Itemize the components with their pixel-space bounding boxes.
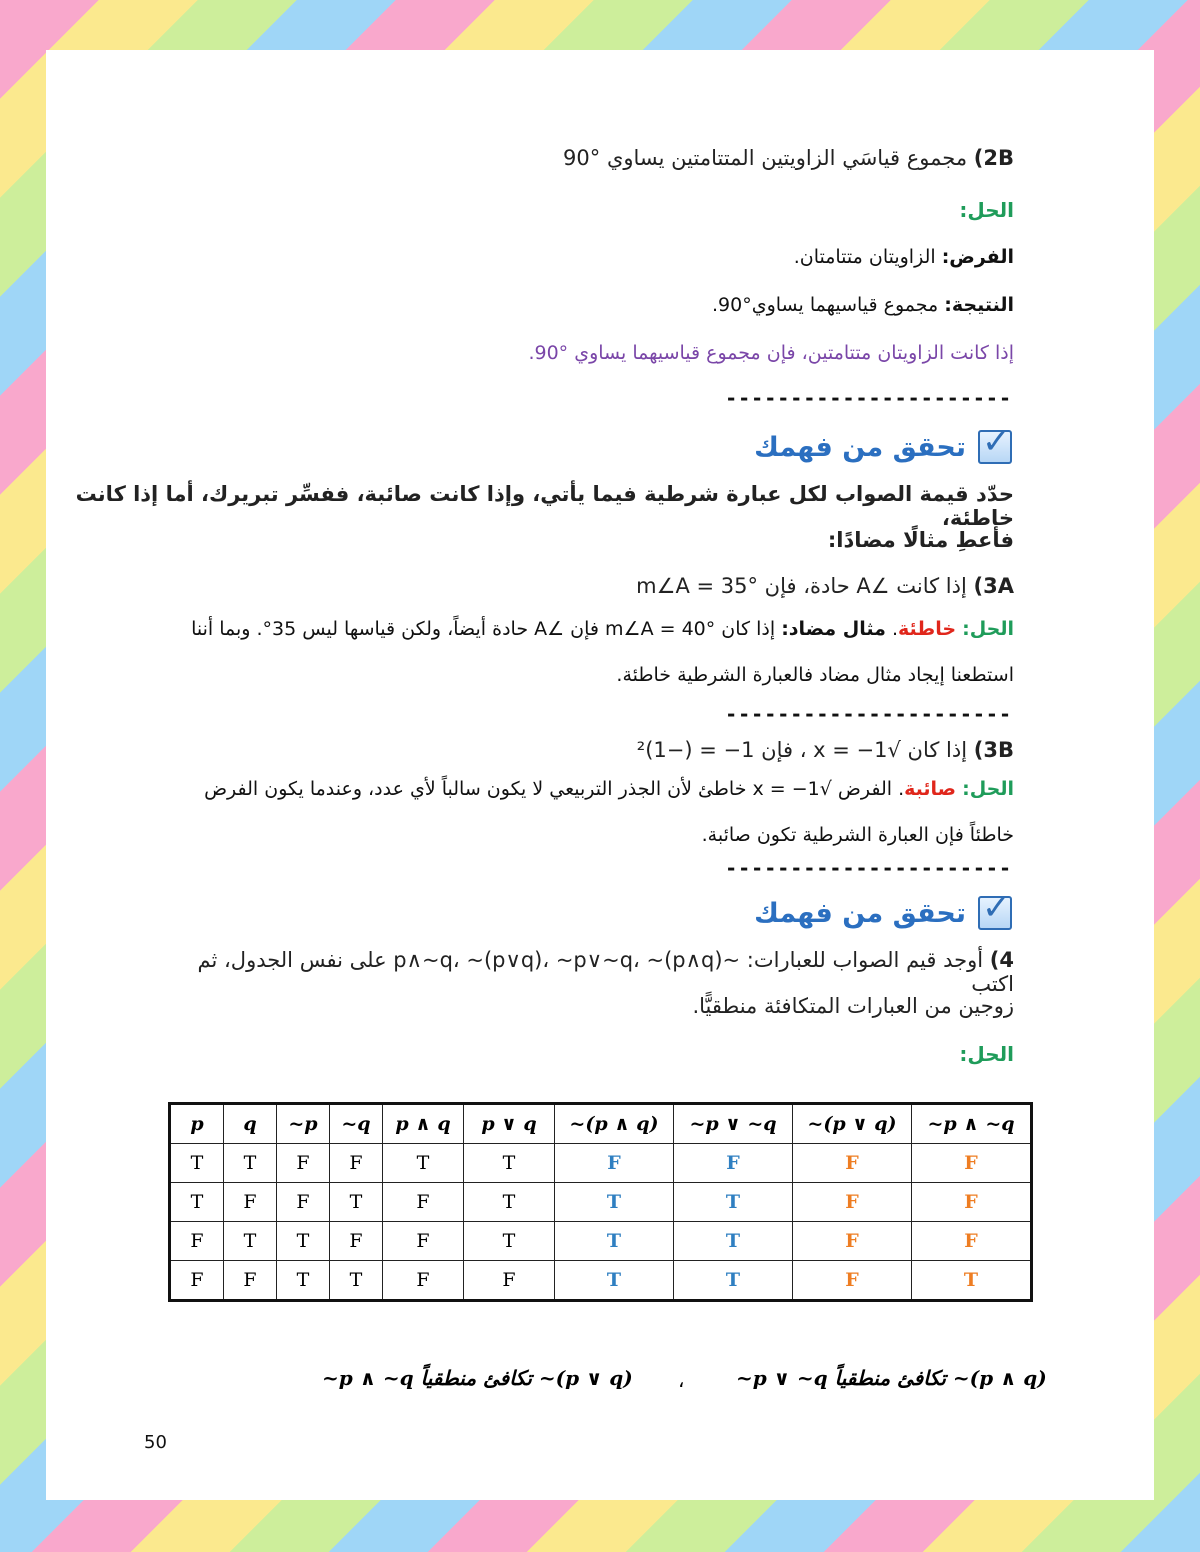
solution-label: الحل: bbox=[959, 198, 1014, 222]
conclusion-text: مجموع قياسيهما يساوي°90. bbox=[711, 294, 945, 316]
header-cell: ~p ∧ ~q bbox=[912, 1104, 1032, 1144]
verdict-false: خاطئة bbox=[898, 618, 957, 640]
table-cell: T bbox=[277, 1261, 330, 1301]
truth-table bbox=[168, 1102, 1033, 1302]
table-cell: F bbox=[793, 1222, 912, 1261]
solution-label: الحل: bbox=[962, 618, 1014, 640]
table-cell: F bbox=[793, 1183, 912, 1222]
table-cell: F bbox=[330, 1222, 383, 1261]
header-cell: ~(p ∧ q) bbox=[555, 1104, 674, 1144]
verdict-true: صائبة bbox=[904, 778, 957, 800]
header-cell: p ∨ q bbox=[464, 1104, 555, 1144]
solution-3b-line-1 bbox=[186, 778, 1014, 800]
table-cell: T bbox=[674, 1183, 793, 1222]
question-text: أوجد قيم الصواب للعبارات: ~p∧~q، ~(p∨q)، ~p∨~q، ~(p∧q) على نفس الجدول، ثم اكتب bbox=[197, 948, 1014, 996]
question-number: 3B) bbox=[973, 738, 1014, 762]
table-cell: T bbox=[674, 1261, 793, 1301]
page bbox=[46, 50, 1154, 1500]
header-cell: ~q bbox=[330, 1104, 383, 1144]
solution-3b-line-2: خاطئاً فإن العبارة الشرطية تكون صائبة. bbox=[701, 824, 1014, 846]
table-cell: F bbox=[383, 1261, 464, 1301]
table-row bbox=[170, 1183, 1032, 1222]
table-cell: F bbox=[383, 1222, 464, 1261]
solution-3b-text: . الفرض √x = −1 خاطئ لأن الجذر التربيعي لا يكون سالباً لأي عدد، وعندما يكون الفرض bbox=[204, 778, 905, 800]
banner-title: تحقق من فهمك bbox=[754, 897, 966, 929]
table-cell: T bbox=[330, 1261, 383, 1301]
check-box-icon: ✓ bbox=[978, 896, 1012, 930]
table-cell: F bbox=[277, 1144, 330, 1183]
hypothesis-text: الزاويتان متتامتان. bbox=[793, 246, 942, 268]
divider: ---------------------- bbox=[725, 702, 1012, 726]
table-cell: F bbox=[383, 1183, 464, 1222]
table-row bbox=[170, 1144, 1032, 1183]
question-number: 4) bbox=[989, 948, 1014, 972]
conditional-statement: إذا كانت الزاويتان متتامتين، فإن مجموع قياسيهما يساوي °90. bbox=[528, 342, 1014, 364]
table-cell: T bbox=[555, 1183, 674, 1222]
table-cell: T bbox=[555, 1261, 674, 1301]
table-cell: T bbox=[224, 1144, 277, 1183]
table-cell: F bbox=[224, 1261, 277, 1301]
table-cell: T bbox=[383, 1144, 464, 1183]
table-cell: F bbox=[224, 1183, 277, 1222]
question-3a bbox=[636, 574, 1014, 598]
table-cell: T bbox=[277, 1222, 330, 1261]
equivalence-left bbox=[322, 1366, 633, 1390]
table-cell: T bbox=[170, 1183, 224, 1222]
table-cell: F bbox=[674, 1144, 793, 1183]
table-cell: F bbox=[330, 1144, 383, 1183]
question-number: 3A) bbox=[973, 574, 1014, 598]
table-cell: F bbox=[793, 1261, 912, 1301]
question-number: 2B) bbox=[973, 146, 1014, 170]
counterexample-label: مثال مضاد: bbox=[781, 618, 886, 640]
table-cell: T bbox=[464, 1222, 555, 1261]
conclusion-line bbox=[712, 294, 1014, 316]
table-header-row bbox=[170, 1104, 1032, 1144]
question-text: إذا كان √x = −1 ، فإن 1− = (−1)² bbox=[636, 738, 968, 762]
header-cell: ~(p ∨ q) bbox=[793, 1104, 912, 1144]
check-box-icon: ✓ bbox=[978, 430, 1012, 464]
check-understanding-banner bbox=[754, 422, 1012, 464]
table-cell: T bbox=[674, 1222, 793, 1261]
header-cell: q bbox=[224, 1104, 277, 1144]
table-cell: F bbox=[170, 1222, 224, 1261]
table-cell: F bbox=[555, 1144, 674, 1183]
instruction-line-2: فأعطِ مثالًا مضادًا: bbox=[827, 528, 1014, 552]
instruction-line-1: حدّد قيمة الصواب لكل عبارة شرطية فيما يأتي، وإذا كانت صائبة، ففسِّر تبريرك، أما إذا كانت خاطئة، bbox=[75, 482, 1014, 530]
table-cell: T bbox=[555, 1222, 674, 1261]
table-row bbox=[170, 1222, 1032, 1261]
divider: ---------------------- bbox=[725, 386, 1012, 410]
table-cell: T bbox=[170, 1144, 224, 1183]
equivalence-separator: ، bbox=[678, 1368, 685, 1392]
page-number: 50 bbox=[144, 1432, 167, 1453]
table-cell: F bbox=[277, 1183, 330, 1222]
header-cell: p bbox=[170, 1104, 224, 1144]
solution-3a-line-1: الحل: خاطئة. مثال مضاد: إذا كان m∠A = 40° فإن ∠A حادة أيضاً، ولكن قياسها ليس 35°. وبما أننا bbox=[191, 618, 1014, 640]
question-4-line-2: زوجين من العبارات المتكافئة منطقيًّا. bbox=[692, 994, 1014, 1018]
header-cell: ~p bbox=[277, 1104, 330, 1144]
header-cell: p ∧ q bbox=[383, 1104, 464, 1144]
table-cell: F bbox=[912, 1183, 1032, 1222]
check-understanding-banner bbox=[754, 888, 1012, 930]
question-2b bbox=[563, 146, 1014, 170]
conclusion-label: النتيجة: bbox=[944, 294, 1014, 316]
solution-3a-line-2: استطعنا إيجاد مثال مضاد فالعبارة الشرطية خاطئة. bbox=[616, 664, 1014, 686]
table-cell: T bbox=[464, 1144, 555, 1183]
table-row bbox=[170, 1261, 1032, 1301]
table-cell: T bbox=[330, 1183, 383, 1222]
banner-title: تحقق من فهمك bbox=[754, 431, 966, 463]
table-cell: T bbox=[224, 1222, 277, 1261]
table-cell: T bbox=[912, 1261, 1032, 1301]
header-cell: ~p ∨ ~q bbox=[674, 1104, 793, 1144]
table-cell: F bbox=[170, 1261, 224, 1301]
table-cell: F bbox=[793, 1144, 912, 1183]
divider: ---------------------- bbox=[725, 856, 1012, 880]
table-cell: T bbox=[464, 1183, 555, 1222]
question-text: مجموع قياسَي الزاويتين المتتامتين يساوي °90 bbox=[563, 146, 968, 170]
equivalence-left-text: ~p ∧ ~q تكافئ منطقياً ~(p ∨ q) bbox=[322, 1366, 633, 1390]
hypothesis-label: الفرض: bbox=[941, 246, 1014, 268]
table-cell: F bbox=[464, 1261, 555, 1301]
question-3b bbox=[637, 738, 1014, 762]
solution-label: الحل: bbox=[959, 1042, 1014, 1066]
table-cell: F bbox=[912, 1144, 1032, 1183]
hypothesis-line bbox=[794, 246, 1014, 268]
table-cell: F bbox=[912, 1222, 1032, 1261]
question-4-line-1 bbox=[152, 948, 1014, 996]
solution-3a-text: إذا كان m∠A = 40° فإن ∠A حادة أيضاً، ولكن قياسها ليس 35°. وبما أننا bbox=[191, 618, 782, 640]
solution-label: الحل: bbox=[962, 778, 1014, 800]
equivalence-right bbox=[736, 1366, 1047, 1390]
question-text: إذا كانت ∠A حادة، فإن m∠A = 35° bbox=[636, 574, 967, 598]
equivalence-right-text: ~p ∨ ~q تكافئ منطقياً ~(p ∧ q) bbox=[736, 1366, 1047, 1390]
